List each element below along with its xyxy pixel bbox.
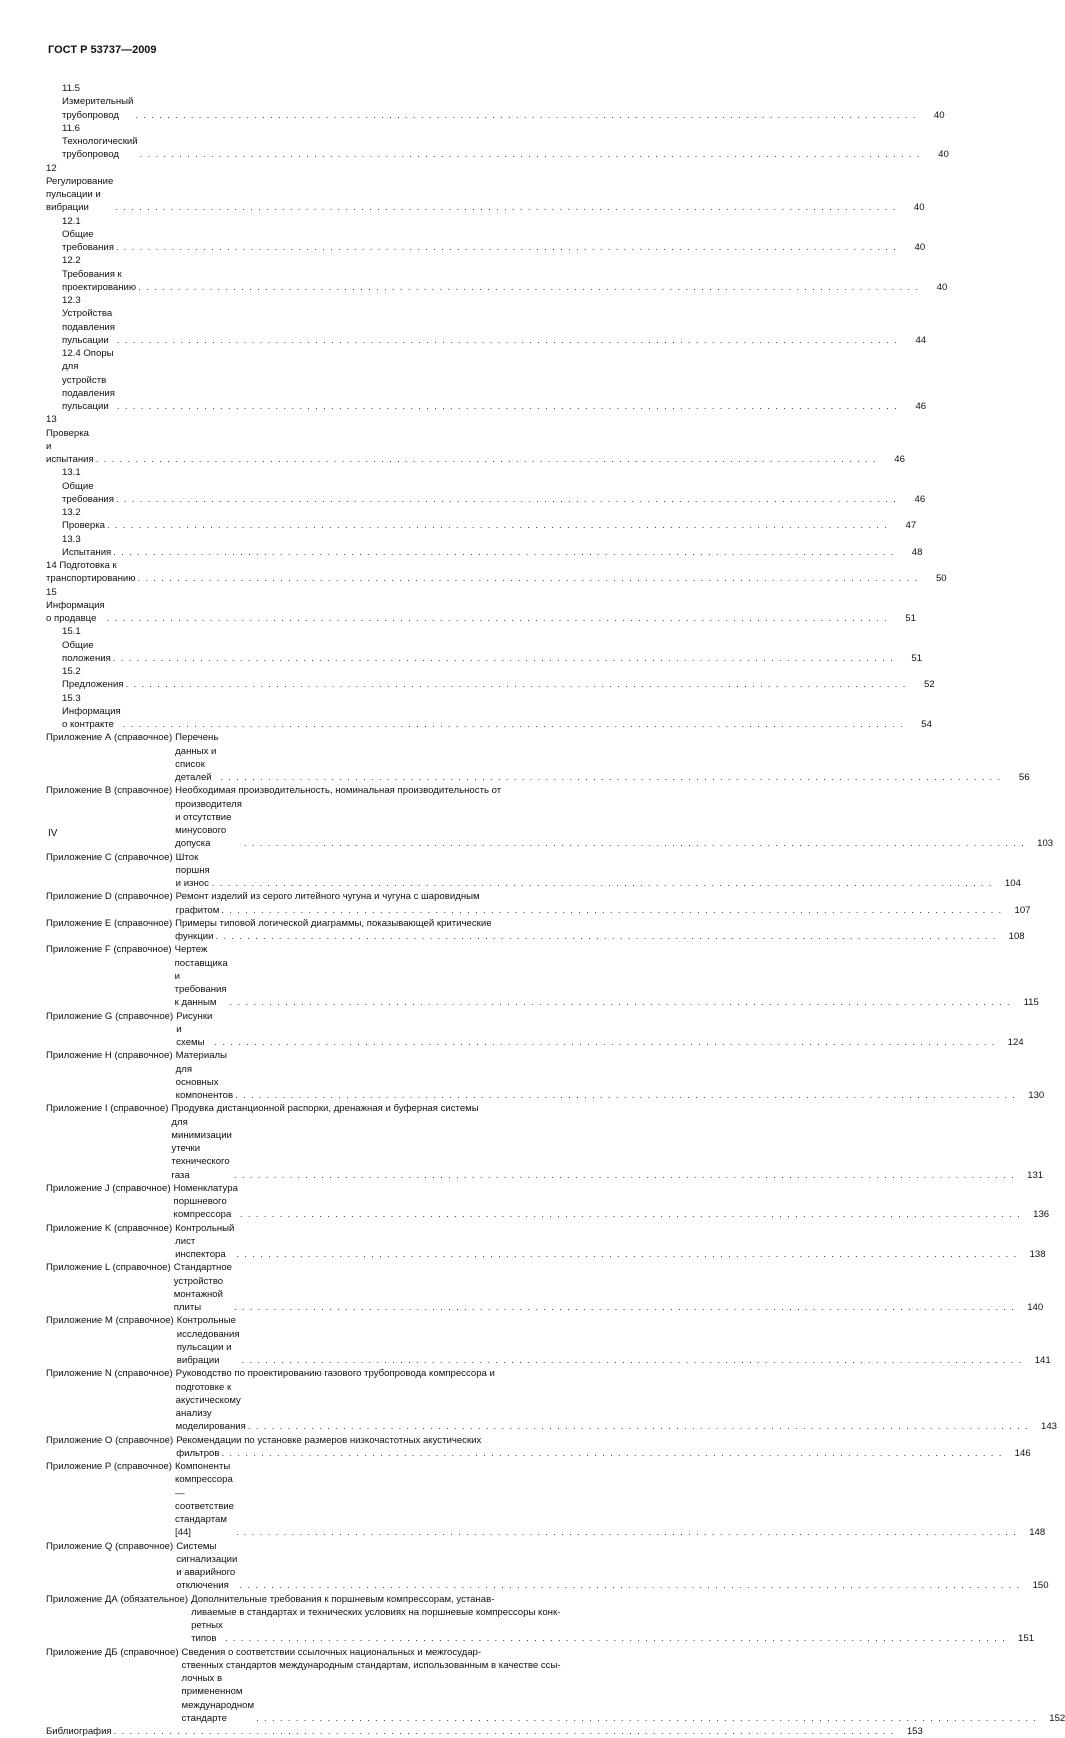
toc-entry-title: 12.3 Устройства подавления пульсации bbox=[62, 295, 115, 346]
document-header: ГОСТ Р 53737—2009 bbox=[48, 44, 157, 56]
toc-entry-title: Перечень данных и список деталей bbox=[175, 732, 219, 783]
toc-entry-title: 13 Проверка и испытания bbox=[46, 414, 94, 465]
dot-leader bbox=[230, 996, 1011, 1009]
dot-leader bbox=[113, 546, 894, 559]
appendix-title-line bbox=[176, 851, 1021, 891]
toc-page-number: 56 bbox=[1018, 772, 1030, 783]
appendix-title-line bbox=[175, 798, 1053, 851]
table-of-contents bbox=[46, 82, 1065, 1738]
toc-section-entry[interactable] bbox=[46, 347, 927, 413]
appendix-title-line bbox=[176, 904, 1031, 917]
toc-entry-title: графитом bbox=[175, 904, 220, 916]
toc-page-number: 146 bbox=[1014, 1447, 1031, 1459]
toc-entry-title: ретных типов bbox=[191, 1620, 223, 1645]
toc-section-entry[interactable] bbox=[46, 625, 923, 665]
toc-appendix-entry[interactable] bbox=[46, 1182, 1050, 1222]
toc-entry-title: 15.1 Общие положения bbox=[62, 626, 111, 664]
dot-leader bbox=[114, 1725, 895, 1738]
toc-page-number: 51 bbox=[911, 652, 923, 664]
toc-appendix-entry[interactable] bbox=[46, 1261, 1044, 1314]
toc-entry-title: Материалы для основных компонентов bbox=[175, 1050, 234, 1101]
appendix-title-line: ственных стандартов международным стандартам, использованным в качестве ссы- bbox=[181, 1659, 561, 1671]
toc-page-number: 52 bbox=[924, 679, 935, 691]
toc-appendix-entry[interactable] bbox=[46, 1540, 1049, 1593]
appendix-prefix: Приложение J (справочное) bbox=[46, 1182, 171, 1194]
appendix-title-line: Сведения о соответствии ссылочных национальных и межгосудар- bbox=[181, 1646, 482, 1658]
appendix-title bbox=[175, 1460, 1045, 1540]
appendix-prefix: Приложение ДА (обязательное) bbox=[46, 1593, 189, 1605]
appendix-title-line bbox=[176, 1049, 1045, 1102]
appendix-title bbox=[175, 1222, 1045, 1262]
dot-leader bbox=[240, 1208, 1021, 1221]
toc-entry-title: Номенклатура поршневого компрессора bbox=[173, 1182, 238, 1221]
toc-entry-title: 13.2 Проверка bbox=[62, 507, 105, 532]
toc-appendix-entry[interactable] bbox=[46, 1593, 1035, 1646]
toc-entry-line bbox=[62, 254, 948, 294]
dot-leader bbox=[140, 148, 921, 161]
toc-entry-line bbox=[62, 122, 949, 162]
appendix-prefix: Приложение N (справочное) bbox=[46, 1368, 173, 1380]
appendix-title-line bbox=[171, 1116, 1043, 1182]
toc-page-number: 48 bbox=[911, 546, 923, 558]
toc-page-number: 104 bbox=[1004, 878, 1021, 889]
toc-entry-line bbox=[46, 559, 947, 586]
toc-entry-title: функции bbox=[175, 931, 214, 942]
appendix-title bbox=[175, 917, 1025, 944]
toc-section-entry[interactable] bbox=[46, 586, 916, 626]
toc-entry-line bbox=[46, 162, 925, 215]
toc-page-number: 103 bbox=[1037, 838, 1054, 850]
toc-entry-title: 12.1 Общие требования bbox=[62, 215, 114, 253]
toc-page-number: 51 bbox=[905, 613, 916, 624]
toc-appendix-entry[interactable] bbox=[46, 943, 1039, 1009]
toc-entry-title: лочных в примененном международном стандарте bbox=[181, 1673, 255, 1724]
toc-section-entry[interactable] bbox=[46, 162, 925, 215]
appendix-prefix: Приложение С (справочное) bbox=[46, 851, 173, 863]
toc-appendix-entry[interactable] bbox=[46, 1049, 1045, 1102]
toc-appendix-entry[interactable] bbox=[46, 731, 1030, 784]
toc-section-entry[interactable] bbox=[46, 122, 949, 162]
toc-page-number: 46 bbox=[894, 454, 905, 465]
dot-leader bbox=[214, 1036, 995, 1049]
appendix-title-line bbox=[174, 1261, 1043, 1314]
toc-entry-line bbox=[62, 625, 923, 665]
toc-page-number: 107 bbox=[1014, 904, 1031, 916]
toc-entry-title: 11.5 Измерительный трубопровод bbox=[62, 83, 134, 121]
toc-entry-title: 13.3 Испытания bbox=[62, 533, 112, 558]
appendix-title-line: Дополнительные требования к поршневым компрессорам, устанав- bbox=[191, 1593, 495, 1605]
appendix-prefix: Приложение H (справочное) bbox=[46, 1050, 173, 1062]
dot-leader bbox=[107, 519, 888, 532]
toc-entry-line bbox=[46, 1725, 923, 1738]
toc-entry-title: 11.6 Технологический трубопровод bbox=[62, 122, 138, 161]
appendix-title-line: Руководство по проектированию газового трубопровода компрессора и bbox=[175, 1368, 495, 1380]
dot-leader bbox=[215, 930, 996, 943]
toc-page-number: 131 bbox=[1027, 1169, 1044, 1181]
appendix-title bbox=[176, 1540, 1048, 1593]
toc-appendix-entry[interactable] bbox=[46, 917, 1025, 944]
page-number: IV bbox=[48, 828, 58, 839]
appendix-prefix: Приложение D (справочное) bbox=[46, 891, 173, 903]
toc-page-number: 40 bbox=[933, 109, 945, 121]
toc-section-entry[interactable] bbox=[46, 559, 947, 586]
toc-page-number: 141 bbox=[1034, 1355, 1051, 1366]
appendix-title bbox=[174, 1261, 1043, 1314]
appendix-title-line bbox=[177, 1314, 1051, 1367]
toc-entry-title: Чертеж поставщика и требования к данным bbox=[174, 944, 228, 1009]
appendix-prefix: Приложение Q (справочное) bbox=[46, 1540, 174, 1552]
appendix-title-line bbox=[175, 1460, 1045, 1540]
dot-leader bbox=[137, 572, 918, 585]
toc-entry-line bbox=[62, 294, 927, 347]
dot-leader bbox=[236, 1526, 1017, 1539]
toc-page-number: 140 bbox=[1027, 1302, 1044, 1313]
appendix-prefix: Приложение O (справочное) bbox=[46, 1434, 174, 1446]
appendix-prefix: Приложение M (справочное) bbox=[46, 1315, 174, 1327]
toc-appendix-entry[interactable] bbox=[46, 890, 1031, 917]
appendix-title bbox=[191, 1593, 1034, 1646]
appendix-title bbox=[176, 1434, 1030, 1461]
toc-appendix-entry[interactable] bbox=[46, 1460, 1046, 1540]
dot-leader bbox=[221, 904, 1002, 917]
appendix-title bbox=[175, 731, 1029, 784]
toc-entry-title: 15.2 Предложения bbox=[62, 666, 124, 691]
toc-entry-title: производителя и отсутствие минусового допуска bbox=[175, 798, 242, 850]
toc-entry-title: Системы сигнализации и аварийного отключения bbox=[176, 1540, 238, 1592]
toc-entry-line bbox=[62, 665, 935, 692]
dot-leader bbox=[115, 201, 896, 214]
toc-entry-title: Контрольный лист инспектора bbox=[175, 1222, 235, 1260]
dot-leader bbox=[116, 493, 897, 506]
toc-section-entry[interactable] bbox=[46, 294, 927, 347]
toc-page-number: 143 bbox=[1041, 1421, 1058, 1433]
appendix-prefix: Приложение K (справочное) bbox=[46, 1222, 173, 1234]
appendix-title bbox=[177, 1314, 1051, 1367]
appendix-title bbox=[176, 1010, 1023, 1050]
appendix-title-line: Рекомендации по установке размеров низкочастотных акустических bbox=[176, 1434, 482, 1446]
toc-section-entry[interactable] bbox=[46, 82, 945, 122]
toc-appendix-entry[interactable] bbox=[46, 1222, 1046, 1262]
dot-leader bbox=[256, 1712, 1037, 1725]
toc-appendix-entry[interactable] bbox=[46, 1010, 1024, 1050]
toc-page-number: 152 bbox=[1049, 1712, 1065, 1724]
appendix-title-line bbox=[176, 1447, 1030, 1460]
toc-appendix-entry[interactable] bbox=[46, 1367, 1058, 1433]
toc-entry-title: 13.1 Общие требования bbox=[62, 467, 114, 505]
toc-appendix-entry[interactable] bbox=[46, 1434, 1031, 1461]
toc-entry-title: подготовке к акустическому анализу моделирования bbox=[175, 1381, 246, 1433]
toc-entry-title: 12.4 Опоры для устройств подавления пульсации bbox=[62, 348, 115, 412]
toc-page-number: 46 bbox=[915, 401, 927, 412]
dot-leader bbox=[244, 837, 1025, 850]
toc-appendix-entry[interactable] bbox=[46, 784, 1054, 850]
toc-page-number: 150 bbox=[1032, 1580, 1049, 1592]
toc-page-number: 115 bbox=[1023, 997, 1039, 1009]
dot-leader bbox=[113, 652, 894, 665]
appendix-title-line bbox=[176, 1540, 1048, 1593]
toc-page-number: 130 bbox=[1028, 1090, 1045, 1101]
dot-leader bbox=[221, 1447, 1002, 1460]
toc-entry-line bbox=[62, 215, 926, 255]
toc-page-number: 108 bbox=[1008, 931, 1025, 942]
toc-page-number: 44 bbox=[915, 334, 927, 346]
appendix-title-line: Необходимая производительность, номинальная производительность от bbox=[175, 785, 502, 797]
toc-page-number: 40 bbox=[938, 149, 949, 161]
appendix-title bbox=[175, 943, 1039, 1009]
dot-leader bbox=[138, 281, 919, 294]
toc-section-entry[interactable] bbox=[46, 533, 923, 560]
toc-entry-title: 12.2 Требования к проектированию bbox=[62, 255, 137, 293]
appendix-title bbox=[176, 1049, 1045, 1102]
toc-entry-title: Рисунки и схемы bbox=[176, 1010, 213, 1048]
toc-entry-title: 12 Регулирование пульсации и вибрации bbox=[46, 162, 114, 214]
toc-page-number: 47 bbox=[905, 520, 917, 532]
appendix-prefix: Приложение P (справочное) bbox=[46, 1461, 172, 1472]
toc-section-entry[interactable] bbox=[46, 215, 926, 255]
dot-leader bbox=[220, 771, 1001, 784]
toc-appendix-entry[interactable] bbox=[46, 1314, 1051, 1367]
appendix-prefix: Приложение E (справочное) bbox=[46, 917, 173, 929]
toc-page-number: 54 bbox=[921, 719, 932, 730]
toc-entry-line bbox=[62, 692, 932, 732]
appendix-prefix: Приложение I (справочное) bbox=[46, 1103, 169, 1115]
appendix-prefix: Приложение ДБ (справочное) bbox=[46, 1646, 179, 1658]
toc-entry-line bbox=[62, 347, 927, 413]
appendix-title bbox=[176, 1367, 1057, 1433]
appendix-title-line: Примеры типовой логической диаграммы, показывающей критические bbox=[175, 917, 492, 929]
toc-entry-title: фильтров bbox=[176, 1447, 220, 1459]
toc-entry-line bbox=[46, 413, 905, 466]
appendix-title bbox=[171, 1102, 1043, 1182]
toc-entry-line bbox=[46, 586, 916, 626]
toc-page-number: 153 bbox=[906, 1726, 923, 1737]
toc-page-number: 151 bbox=[1018, 1633, 1035, 1645]
appendix-title-line bbox=[182, 1672, 1065, 1725]
toc-page-number: 124 bbox=[1007, 1037, 1024, 1048]
toc-section-entry[interactable] bbox=[46, 254, 948, 294]
dot-leader bbox=[123, 718, 904, 731]
toc-section-entry[interactable] bbox=[46, 413, 905, 466]
toc-entry-title: 15.3 Информация о контракте bbox=[62, 692, 121, 730]
dot-leader bbox=[235, 1089, 1016, 1102]
toc-entry-title: для минимизации утечки технического газа bbox=[171, 1116, 232, 1181]
dot-leader bbox=[242, 1354, 1023, 1367]
toc-entry-line bbox=[62, 533, 923, 560]
appendix-title bbox=[176, 890, 1031, 917]
appendix-title-line bbox=[191, 1619, 1034, 1646]
toc-section-entry[interactable] bbox=[46, 692, 932, 732]
dot-leader bbox=[96, 453, 877, 466]
toc-page-number: 148 bbox=[1029, 1527, 1046, 1539]
toc-entry-title: Шток поршня и износ bbox=[175, 851, 210, 889]
toc-page-number: 50 bbox=[935, 573, 947, 585]
dot-leader bbox=[236, 1248, 1017, 1261]
toc-section-entry[interactable] bbox=[46, 506, 917, 533]
dot-leader bbox=[225, 1632, 1006, 1645]
toc-section-entry[interactable] bbox=[46, 665, 935, 692]
toc-page-number: 138 bbox=[1029, 1249, 1046, 1260]
appendix-title-line bbox=[176, 1010, 1023, 1050]
appendix-title bbox=[175, 784, 1053, 850]
dot-leader bbox=[135, 109, 916, 122]
appendix-title-line: ливаемые в стандартах и технических условиях на поршневые компрессоры конк- bbox=[191, 1606, 561, 1618]
appendix-title bbox=[174, 1182, 1050, 1222]
toc-entry-title: 15 Информация о продавце bbox=[46, 586, 105, 624]
appendix-title-line bbox=[175, 943, 1039, 1009]
toc-appendix-entry[interactable] bbox=[46, 1102, 1044, 1182]
appendix-title-line: Продувка дистанционной распорки, дренажная и буферная системы bbox=[171, 1103, 479, 1115]
toc-page-number: 136 bbox=[1033, 1209, 1050, 1221]
toc-entry-title: Стандартное устройство монтажной плиты bbox=[173, 1262, 232, 1313]
toc-entry-title: Библиография bbox=[46, 1726, 112, 1737]
toc-page-number: 40 bbox=[914, 242, 926, 253]
appendix-title-line bbox=[175, 930, 1025, 943]
dot-leader bbox=[234, 1301, 1015, 1314]
appendix-title-line: Ремонт изделий из серого литейного чугуна и чугуна с шаровидным bbox=[175, 891, 480, 903]
dot-leader bbox=[117, 334, 898, 347]
toc-entry-title: Компоненты компрессора — соответствие стандартам [44] bbox=[174, 1461, 235, 1539]
toc-entry-title: Контрольные исследования пульсации и вибрации bbox=[176, 1315, 240, 1366]
appendix-title bbox=[182, 1646, 1065, 1726]
toc-bibliography-entry[interactable] bbox=[46, 1725, 923, 1738]
dot-leader bbox=[107, 612, 888, 625]
appendix-prefix: Приложение F (справочное) bbox=[46, 944, 172, 956]
appendix-title bbox=[176, 851, 1021, 891]
toc-appendix-entry[interactable] bbox=[46, 1646, 1065, 1726]
appendix-title-line bbox=[174, 1182, 1050, 1222]
toc-section-entry[interactable] bbox=[46, 466, 926, 506]
toc-page-number: 46 bbox=[914, 493, 926, 505]
dot-leader bbox=[126, 678, 907, 691]
toc-page-number: 40 bbox=[936, 281, 948, 293]
dot-leader bbox=[212, 877, 993, 890]
appendix-title-line bbox=[175, 731, 1029, 784]
appendix-prefix: Приложение G (справочное) bbox=[46, 1010, 174, 1022]
appendix-prefix: Приложение А (справочное) bbox=[46, 732, 173, 744]
appendix-prefix: Приложение L (справочное) bbox=[46, 1262, 171, 1274]
dot-leader bbox=[116, 241, 897, 254]
toc-entry-title: 14 Подготовка к транспортированию bbox=[46, 560, 136, 585]
dot-leader bbox=[239, 1579, 1020, 1592]
toc-entry-line bbox=[62, 466, 926, 506]
appendix-prefix: Приложение В (справочное) bbox=[46, 785, 173, 797]
toc-appendix-entry[interactable] bbox=[46, 851, 1021, 891]
dot-leader bbox=[117, 400, 898, 413]
dot-leader bbox=[234, 1169, 1015, 1182]
appendix-title-line bbox=[175, 1222, 1045, 1262]
toc-entry-line bbox=[62, 82, 945, 122]
toc-page-number: 40 bbox=[913, 202, 925, 214]
appendix-title-line bbox=[176, 1381, 1057, 1434]
dot-leader bbox=[248, 1420, 1029, 1433]
toc-entry-line bbox=[62, 506, 917, 533]
